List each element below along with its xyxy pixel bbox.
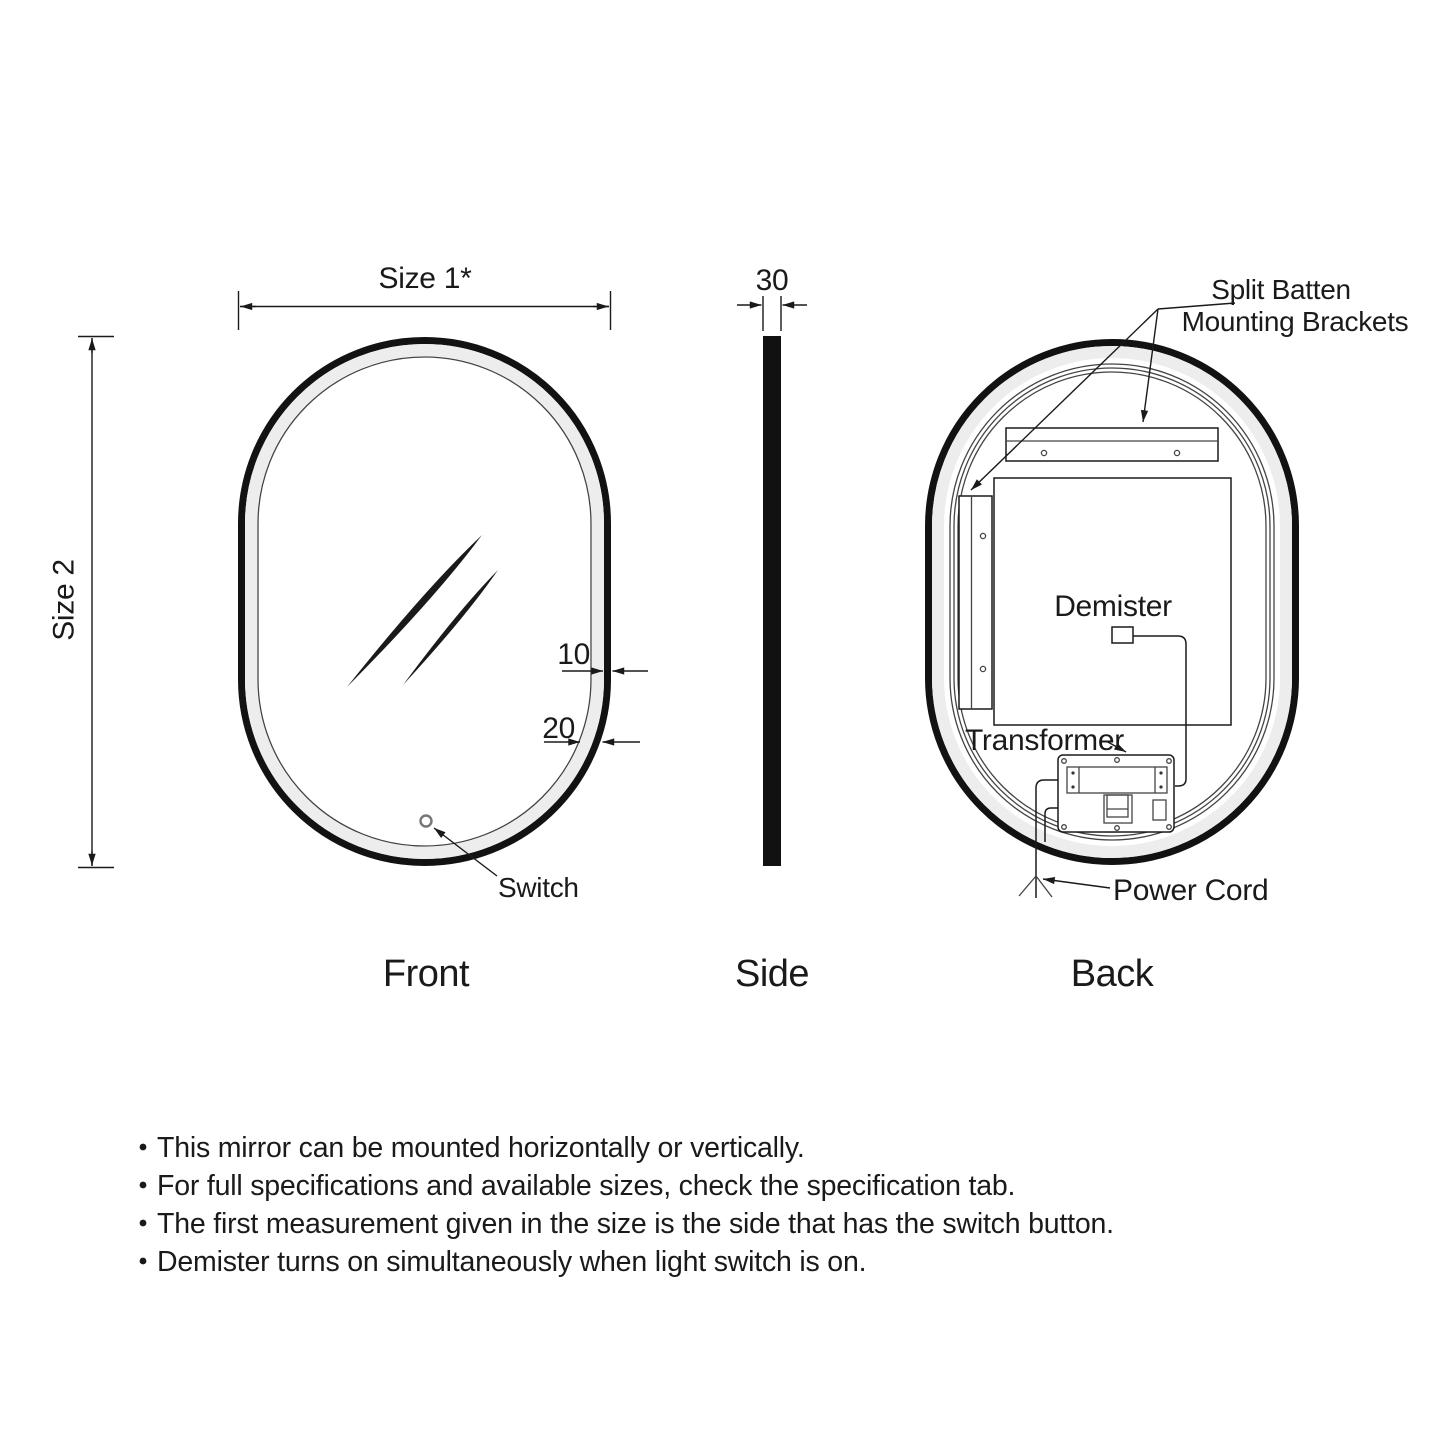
terminal-screw-3	[1159, 771, 1162, 774]
bracket-h-body	[1006, 428, 1218, 461]
side-view-label: Side	[734, 953, 810, 995]
terminal-screw-2	[1071, 785, 1074, 788]
demister-label: Demister	[1054, 590, 1172, 623]
side-profile-bar	[763, 336, 781, 866]
dim30-label: 30	[755, 264, 789, 297]
back-view	[925, 274, 1408, 995]
transformer-box	[1058, 755, 1174, 832]
note-bullet-4	[140, 1258, 147, 1265]
note-bullet-1	[140, 1144, 147, 1151]
dim20-label: 20	[542, 712, 575, 745]
back-view-label: Back	[1070, 953, 1154, 995]
terminal-screw-4	[1159, 785, 1162, 788]
size2-label: Size 2	[47, 559, 81, 641]
transformer-label: Transformer	[965, 724, 1124, 757]
notes-list	[140, 1132, 1114, 1278]
brackets-label-line1: Split Batten	[1211, 274, 1351, 305]
side-view	[735, 264, 809, 995]
mounting-bracket-vertical	[959, 496, 992, 709]
power-cord-leader-arrow	[1043, 879, 1110, 888]
note-line-4: Demister turns on simultaneously when light switch is on.	[157, 1246, 867, 1278]
demister-connector	[1112, 627, 1133, 643]
front-view	[48, 262, 649, 995]
brackets-label-line2: Mounting Brackets	[1181, 306, 1409, 337]
switch-dot	[421, 816, 432, 827]
switch-label: Switch	[498, 872, 579, 903]
note-line-1: This mirror can be mounted horizontally or vertically.	[157, 1132, 805, 1164]
note-line-2: For full specifications and available sizes, check the specification tab.	[157, 1170, 1016, 1202]
front-view-label: Front	[382, 953, 470, 995]
size1-label: Size 1*	[378, 262, 472, 295]
transformer-terminal-strip	[1067, 767, 1167, 793]
terminal-screw-1	[1071, 771, 1074, 774]
bracket-v-body	[959, 496, 992, 709]
dim10-label: 10	[557, 638, 590, 671]
cord-strain-relief-left	[1019, 876, 1036, 896]
note-line-3: The first measurement given in the size is the side that has the switch button.	[157, 1208, 1114, 1240]
power-cord-label: Power Cord	[1113, 874, 1269, 907]
note-bullet-3	[140, 1220, 147, 1227]
mounting-bracket-horizontal	[1006, 428, 1218, 461]
note-bullet-2	[140, 1182, 147, 1189]
